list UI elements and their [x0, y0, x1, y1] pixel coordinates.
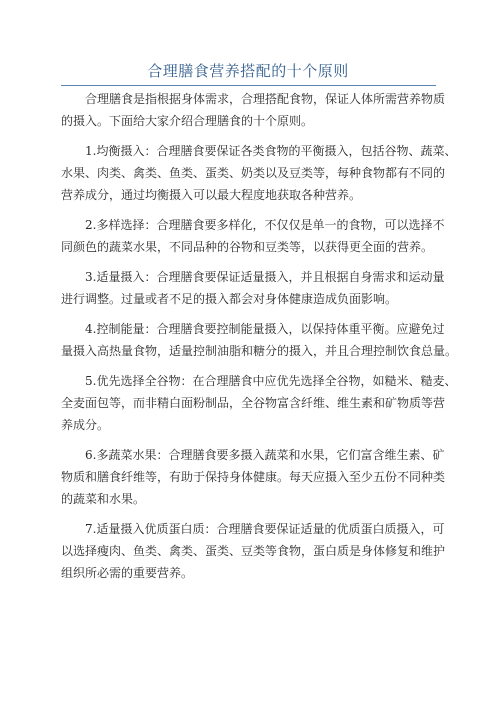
paragraph-line: 量摄入高热量食物，适量控制油脂和糖分的摄入，并且合理控制饮食总量。: [61, 344, 458, 358]
paragraph-principle-6: [61, 444, 446, 510]
paragraph-line: 2.多样选择：合理膳食要多样化，不仅仅是单一的食物，可以选择不: [85, 218, 445, 232]
paragraph-line: 同颜色的蔬菜水果，不同品种的谷物和豆类等，以获得更全面的营养。: [61, 240, 434, 254]
paragraph-line: 7.适量摄入优质蛋白质：合理膳食要保证适量的优质蛋白质摄入，可: [85, 522, 445, 536]
paragraph-line: 3.适量摄入：合理膳食要保证适量摄入，并且根据自身需求和运动量: [85, 270, 445, 284]
title-underline: [61, 85, 436, 86]
paragraph-line: 合理膳食是指根据身体需求，合理搭配食物，保证人体所需营养物质: [85, 92, 446, 106]
paragraph-line: 物质和膳食纤维等，有助于保持身体健康。每天应摄入至少五份不同种类: [61, 470, 446, 484]
paragraph-line: 6.多蔬菜水果：合理膳食要多摄入蔬菜和水果，它们富含维生素、矿: [85, 448, 445, 462]
paragraph-principle-2: [61, 214, 445, 258]
paragraph-line: 以选择瘦肉、鱼类、禽类、蛋类、豆类等食物，蛋白质是身体修复和维护: [61, 544, 446, 558]
paragraph-principle-5: [61, 370, 457, 436]
paragraph-principle-3: [61, 266, 445, 310]
paragraph-line: 1.均衡摄入：合理膳食要保证各类食物的平衡摄入，包括谷物、蔬菜、: [85, 144, 457, 158]
paragraph-principle-7: [61, 518, 446, 584]
paragraph-line: 的摄入。下面给大家介绍合理膳食的十个原则。: [61, 114, 314, 128]
paragraph-line: 营养成分，通过均衡摄入可以最大程度地获取各种营养。: [61, 188, 362, 202]
paragraph-line: 5.优先选择全谷物：在合理膳食中应优先选择全谷物，如糙米、糙麦、: [85, 374, 457, 388]
paragraph-line: 全麦面包等，而非精白面粉制品，全谷物富含纤维、维生素和矿物质等营: [61, 396, 446, 410]
paragraph-intro: [61, 88, 446, 132]
paragraph-line: 进行调整。过量或者不足的摄入都会对身体健康造成负面影响。: [61, 292, 398, 306]
document-title: 合理膳食营养搭配的十个原则: [147, 62, 349, 80]
paragraph-line: 的蔬菜和水果。: [61, 492, 146, 506]
paragraph-principle-4: [61, 318, 458, 362]
paragraph-line: 水果、肉类、禽类、鱼类、蛋类、奶类以及豆类等，每种食物都有不同的: [61, 166, 446, 180]
paragraph-line: 组织所必需的重要营养。: [61, 566, 194, 580]
paragraph-principle-1: [61, 140, 457, 206]
document-body: [61, 88, 458, 592]
paragraph-line: 养成分。: [61, 418, 110, 432]
paragraph-line: 4.控制能量：合理膳食要控制能量摄入，以保持体重平衡。应避免过: [85, 322, 445, 336]
